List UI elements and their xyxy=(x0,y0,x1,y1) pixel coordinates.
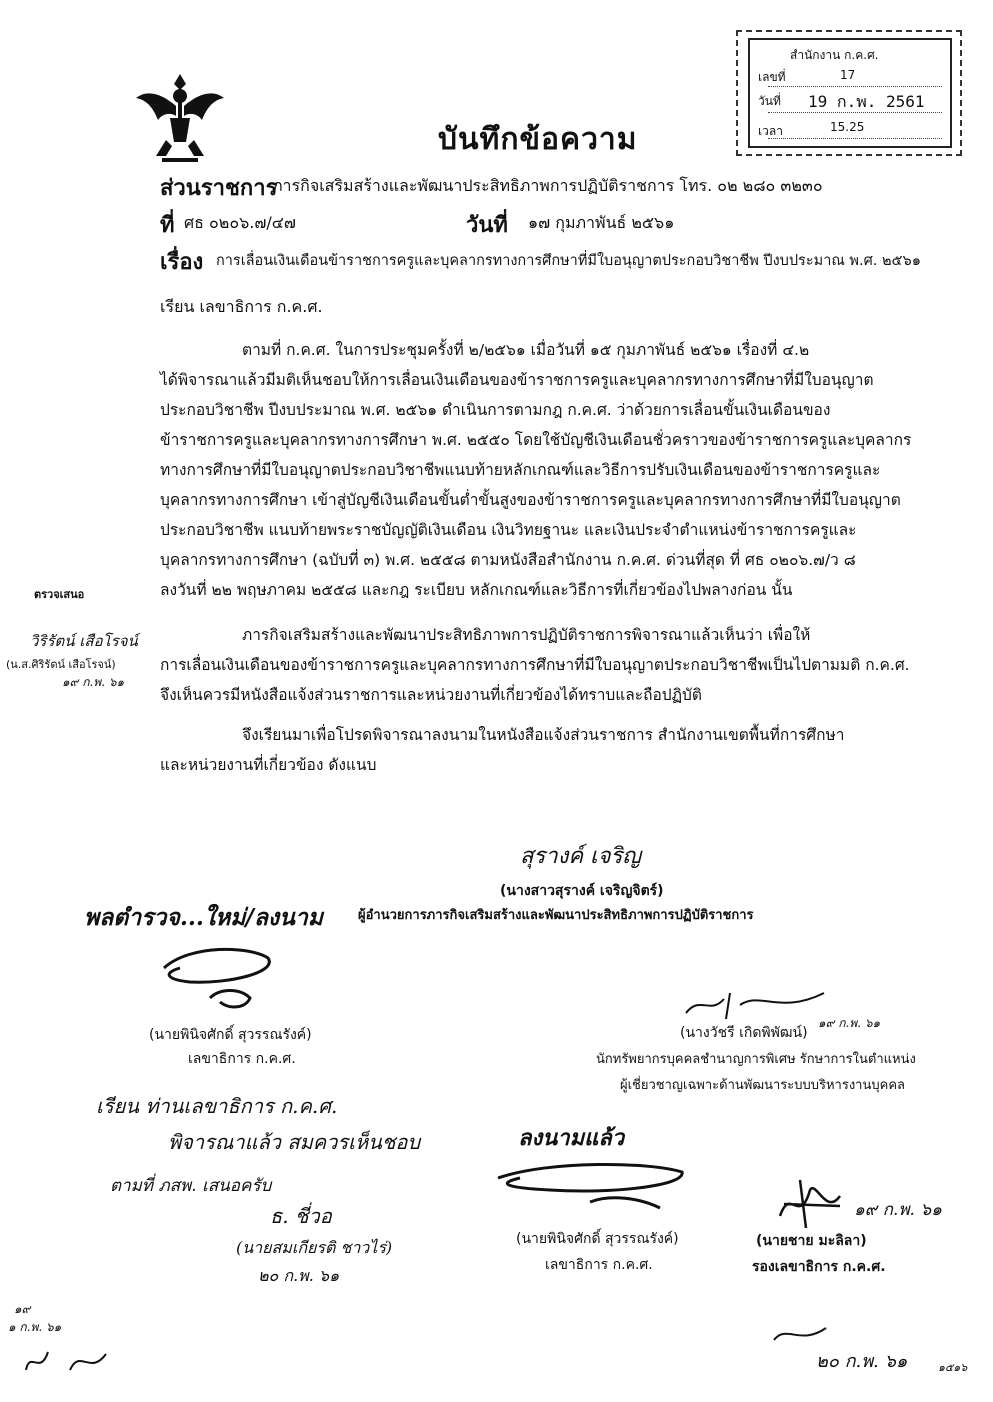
salutation: เรียน เลขาธิการ ก.ค.ศ. xyxy=(160,297,323,316)
p2-line: ภารกิจเสริมสร้างและพัฒนาประสิทธิภาพการปฏิบัติราชการพิจารณาแล้วเห็นว่า เพื่อให้ xyxy=(242,626,811,644)
note-line-2: พิจารณาแล้ว สมควรเห็นชอบ xyxy=(168,1130,421,1154)
note-signature: ธ. ชี่วอ xyxy=(270,1204,332,1228)
p1-line: ลงวันที่ ๒๒ พฤษภาคม ๒๕๕๘ และกฎ ระเบียบ หลักเกณฑ์และวิธีการที่เกี่ยวข้องไปพลางก่อน นั้น xyxy=(160,581,793,599)
p1-line: ตามที่ ก.ค.ศ. ในการประชุมครั้งที่ ๒/๒๕๖๑ เมื่อวันที่ ๑๕ กุมภาพันธ์ ๒๕๖๑ เรื่องที่ ๔.๒ xyxy=(242,341,810,359)
subject-label: เรื่อง xyxy=(160,250,204,275)
date-label: วันที่ xyxy=(466,213,508,238)
checker-name: (น.ส.ศิริรัตน์ เสือโรจน์) xyxy=(6,658,116,671)
stamp-no: 17 xyxy=(840,68,856,82)
p1-line: ประกอบวิชาชีพ ปีงบประมาณ พ.ศ. ๒๕๖๑ ดำเนินการตามกฎ ก.ค.ศ. ว่าด้วยการเลื่อนขั้นเงินเดือนของ xyxy=(160,401,831,419)
director-name: (นางสาวสุรางค์ เจริญจิตร์) xyxy=(500,883,664,899)
note-line-1: เรียน ท่านเลขาธิการ ก.ค.ศ. xyxy=(96,1094,338,1118)
p1-line: ทางการศึกษาที่มีใบอนุญาตประกอบวิชาชีพแนบท้ายหลักเกณฑ์และวิธีการปรับเงินเดือนของข้าราชการครูและ xyxy=(160,461,881,479)
checker-date: ๑๙ ก.พ. ๖๑ xyxy=(62,675,125,689)
note-name: (นายสมเกียรติ ชาวไร่) xyxy=(236,1238,393,1257)
footer-mark-right: ๑๕๑๖ xyxy=(938,1361,968,1374)
stamp-time: 15.25 xyxy=(830,120,865,134)
footer-note-left-1: ๑๙ xyxy=(14,1302,31,1316)
ref-text: ศธ ๐๒๐๖.๗/๔๗ xyxy=(184,213,296,232)
sec-general-name-2: (นายพินิจศักดิ์ สุวรรณรังค์) xyxy=(516,1231,679,1247)
sec-general-name: (นายพินิจศักดิ์ สุวรรณรังค์) xyxy=(149,1027,312,1043)
stamp-time-label: เวลา xyxy=(758,124,783,138)
sec-general-title-2: เลขาธิการ ก.ค.ศ. xyxy=(545,1257,653,1273)
checker-signature: วิริรัตน์ เสือโรจน์ xyxy=(30,632,138,650)
agency-text: ภารกิจเสริมสร้างและพัฒนาประสิทธิภาพการปฏิบัติราชการ โทร. ๐๒ ๒๘๐ ๓๒๓๐ xyxy=(272,176,823,195)
hr-name: (นางวัชรี เกิดพิพัฒน์) xyxy=(680,1025,808,1041)
p1-line: บุคลากรทางการศึกษา เข้าสู่บัญชีเงินเดือนขั้นต่ำขั้นสูงของข้าราชการครูและบุคลากรทางการศึกษาที่มีใบอนุญาต xyxy=(160,491,901,509)
note-line-3: ตามที่ ภสพ. เสนอครับ xyxy=(110,1176,272,1196)
agency-label: ส่วนราชการ xyxy=(160,176,278,201)
deputy-signature xyxy=(770,1176,850,1232)
p2-line: การเลื่อนเงินเดือนของข้าราชการครูและบุคลากรทางการศึกษาที่มีใบอนุญาตประกอบวิชาชีพเป็นไปตามมติ ก.ค.ศ. xyxy=(160,656,910,674)
p1-line: ประกอบวิชาชีพ แนบท้ายพระราชบัญญัติเงินเดือน เงินวิทยฐานะ และเงินประจำตำแหน่งข้าราชการครูและ xyxy=(160,521,857,539)
checked-label: ตรวจเสนอ xyxy=(34,588,85,601)
footer-note-left-2: ๑ ก.พ. ๖๑ xyxy=(8,1320,62,1334)
p1-line: ได้พิจารณาแล้วมีมติเห็นชอบให้การเลื่อนเงินเดือนของข้าราชการครูและบุคลากรทางการศึกษาที่มีใบอนุญาต xyxy=(160,371,874,389)
hr-title-2: ผู้เชี่ยวชาญเฉพาะด้านพัฒนาระบบบริหารงานบุคคล xyxy=(620,1078,905,1093)
handwritten-note-left: พลตำรวจ...ใหม่/ลงนาม xyxy=(84,904,323,931)
p1-line: บุคลากรทางการศึกษา (ฉบับที่ ๓) พ.ศ. ๒๕๕๘ ตามหนังสือสำนักงาน ก.ค.ศ. ด่วนที่สุด ที่ ศธ ๐๒๐๖.๗/ว ๘ xyxy=(160,551,856,569)
receive-stamp xyxy=(736,30,962,156)
p2-line: จึงเห็นควรมีหนังสือแจ้งส่วนราชการและหน่วยงานที่เกี่ยวข้องได้ทราบและถือปฏิบัติ xyxy=(160,686,702,704)
stamp-date: 19 ก.พ. 2561 xyxy=(808,92,925,111)
deputy-date: ๑๙ ก.พ. ๖๑ xyxy=(854,1200,942,1220)
deputy-name: (นายชาย มะลิลา) xyxy=(756,1233,867,1249)
p3-line: และหน่วยงานที่เกี่ยวข้อง ดังแนบ xyxy=(160,756,377,774)
note-date: ๒๐ ก.พ. ๖๑ xyxy=(258,1266,340,1285)
p1-line: ข้าราชการครูและบุคลากรทางการศึกษา พ.ศ. ๒๕๕๐ โดยใช้บัญชีเงินเดือนชั่วคราวของข้าราชการครูและบุคลากร xyxy=(160,431,912,449)
stamp-date-label: วันที่ xyxy=(758,94,781,108)
date-text: ๑๗ กุมภาพันธ์ ๒๕๖๑ xyxy=(528,213,675,232)
footer-initials-left xyxy=(20,1340,120,1380)
p3-line: จึงเรียนมาเพื่อโปรดพิจารณาลงนามในหนังสือแจ้งส่วนราชการ สำนักงานเขตพื้นที่การศึกษา xyxy=(242,726,845,744)
sec-general-title: เลขาธิการ ก.ค.ศ. xyxy=(188,1051,296,1067)
stamp-office: สำนักงาน ก.ค.ศ. xyxy=(790,48,879,62)
hr-date: ๑๙ ก.พ. ๖๑ xyxy=(818,1016,881,1030)
deputy-title: รองเลขาธิการ ก.ค.ศ. xyxy=(752,1259,886,1275)
director-signature: สุรางค์ เจริญ xyxy=(520,844,642,869)
footer-date-right: ๒๐ ก.พ. ๖๑ xyxy=(816,1351,908,1372)
sec-general-signature xyxy=(150,938,280,1018)
stamp-no-label: เลขที่ xyxy=(758,70,786,84)
hr-title-1: นักทรัพยากรบุคคลชำนาญการพิเศษ รักษาการในตำแหน่ง xyxy=(596,1052,916,1067)
sec-general-signature-2 xyxy=(490,1158,690,1218)
garuda-emblem-icon xyxy=(132,70,228,166)
approve-word: ลงนามแล้ว xyxy=(518,1125,625,1151)
memo-title: บันทึกข้อความ xyxy=(438,122,638,157)
hr-signature xyxy=(680,985,830,1025)
ref-label: ที่ xyxy=(160,213,175,238)
director-title: ผู้อำนวยการภารกิจเสริมสร้างและพัฒนาประสิทธิภาพการปฏิบัติราชการ xyxy=(358,908,754,923)
subject-text: การเลื่อนเงินเดือนข้าราชการครูและบุคลากรทางการศึกษาที่มีใบอนุญาตประกอบวิชาชีพ ปีงบประมาณ พ.ศ. ๒๕๖๑ xyxy=(216,253,921,269)
